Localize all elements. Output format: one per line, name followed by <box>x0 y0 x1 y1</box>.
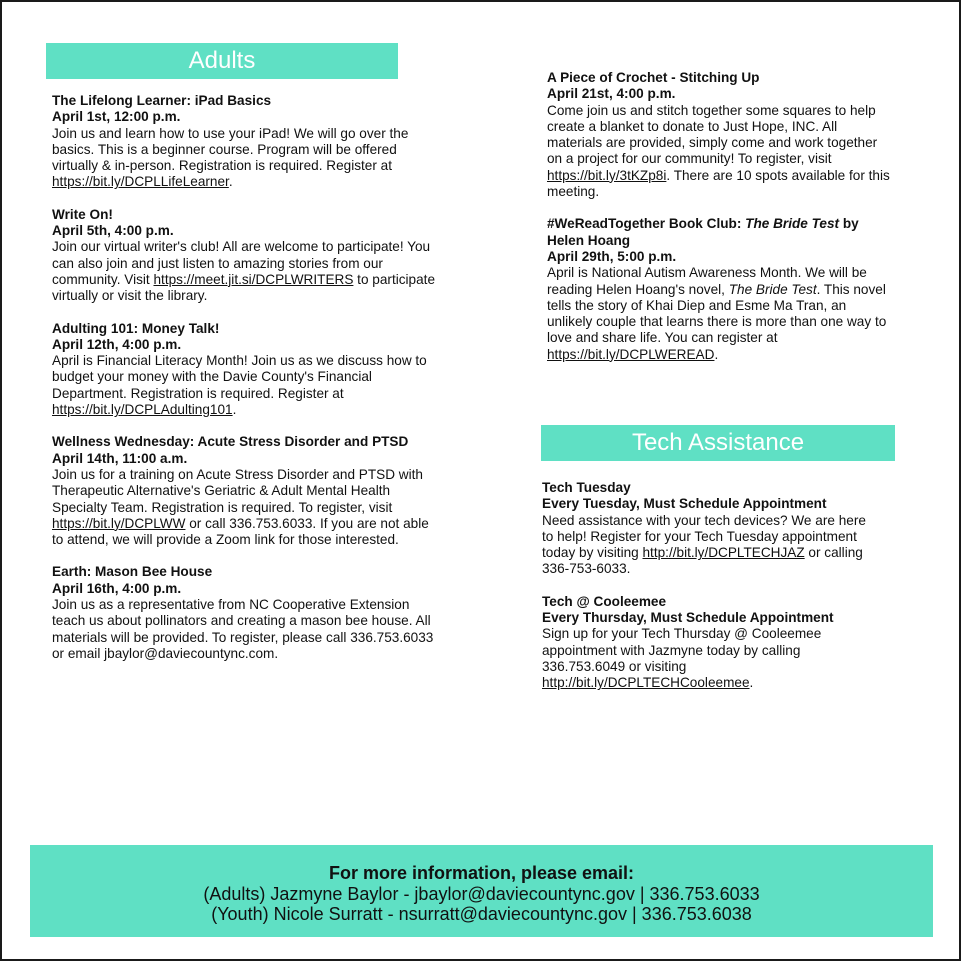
event-adulting-101 <box>52 321 440 419</box>
event-title: #WeReadTogether Book Club: The Bride Test by Helen Hoang <box>547 216 859 248</box>
event-wellness-wednesday <box>52 434 440 548</box>
event-title: A Piece of Crochet - Stitching Up <box>547 70 760 85</box>
event-description: Join our virtual writer's club! All are welcome to participate! You can also join and just listen to amazing stories from our community. Visit https://meet.jit.si/DCPLWRITERS to participate virtually or visit the library. <box>52 239 436 304</box>
event-title: Tech Tuesday <box>542 480 631 495</box>
event-title: Wellness Wednesday: Acute Stress Disorder and PTSD <box>52 434 409 450</box>
event-title: Adulting 101: Money Talk! <box>52 320 220 336</box>
registration-link[interactable]: https://bit.ly/DCPLWW <box>52 515 186 531</box>
event-description: April is National Autism Awareness Month. We will be reading Helen Hoang's novel, The Bride Test. This novel tells the story of Khai Diep and Esme Ma Tran, an unlikely couple that learns there is more than one way to love and share life. You can register at https://bit.ly/DCPLWEREAD. <box>547 265 887 362</box>
event-book-club <box>547 216 895 363</box>
event-time: April 14th, 11:00 a.m. <box>52 450 188 466</box>
event-title: Tech @ Cooleemee <box>542 593 667 609</box>
tech-column <box>542 480 872 708</box>
registration-link[interactable]: https://bit.ly/3tKZp8i <box>547 167 667 183</box>
event-time: April 12th, 4:00 p.m. <box>52 336 182 352</box>
tech-assistance-header: Tech Assistance <box>541 425 895 461</box>
event-description: Join us and learn how to use your iPad! We will go over the basics. This is a beginner course. Program will be offered virtually & in-person. Registration is required. Register at https://bit.ly/DCPLLifeLearner. <box>52 125 409 190</box>
registration-link[interactable]: https://bit.ly/DCPLLifeLearner <box>52 174 229 190</box>
event-time: April 1st, 12:00 p.m. <box>52 109 181 125</box>
event-description: Join us as a representative from NC Cooperative Extension teach us about pollinators and creating a mason bee house. All materials will be provided. To register, please call 336.753.6033 or email jbaylor@daviecountync.com. <box>52 597 434 661</box>
event-title: The Lifelong Learner: iPad Basics <box>52 93 272 108</box>
event-mason-bee-house <box>52 564 440 662</box>
event-time: Every Thursday, Must Schedule Appointment <box>542 610 834 626</box>
scheduling-link[interactable]: http://bit.ly/DCPLTECHCooleemee <box>542 675 750 691</box>
scheduling-link[interactable]: http://bit.ly/DCPLTECHJAZ <box>642 545 805 561</box>
event-description: April is Financial Literacy Month! Join us as we discuss how to budget your money with the Davie County's Financial Department. Registration is required. Register at https://bit.ly/DCPLAdulting101. <box>52 353 427 418</box>
registration-link[interactable]: https://bit.ly/DCPLWEREAD <box>547 346 715 362</box>
meeting-link[interactable]: https://meet.jit.si/DCPLWRITERS <box>153 271 354 287</box>
adults-header: Adults <box>46 43 398 79</box>
event-ipad-basics <box>52 93 440 191</box>
contact-footer <box>30 845 933 937</box>
event-time: April 5th, 4:00 p.m. <box>52 223 174 239</box>
event-time: April 29th, 5:00 p.m. <box>547 248 677 264</box>
event-time: April 16th, 4:00 p.m. <box>52 580 182 596</box>
footer-adults-contact: (Adults) Jazmyne Baylor - jbaylor@daviecountync.gov | 336.753.6033 <box>203 884 760 904</box>
event-time: April 21st, 4:00 p.m. <box>547 86 676 102</box>
event-title: Write On! <box>52 206 113 222</box>
event-description: Come join us and stitch together some squares to help create a blanket to donate to Just Hope, INC. All materials are provided, simply come and work together on a project for our community! To register, visit https://bit.ly/3tKZp8i. There are 10 spots available for this meeting. <box>547 102 890 200</box>
adults-column <box>52 93 440 678</box>
event-title: Earth: Mason Bee House <box>52 564 213 580</box>
event-crochet <box>547 70 895 200</box>
right-column <box>547 70 895 379</box>
event-time: Every Tuesday, Must Schedule Appointment <box>542 496 827 512</box>
event-write-on <box>52 207 440 305</box>
footer-heading: For more information, please email: <box>328 863 635 883</box>
footer-youth-contact: (Youth) Nicole Surratt - nsurratt@daviecountync.gov | 336.753.6038 <box>211 904 752 924</box>
event-description: Need assistance with your tech devices? We are here to help! Register for your Tech Tuesday appointment today by visiting http://bit.ly/DCPLTECHJAZ or calling 336-753-6033. <box>542 512 866 577</box>
event-tech-tuesday <box>542 480 872 578</box>
event-tech-cooleemee <box>542 594 872 692</box>
event-description: Sign up for your Tech Thursday @ Cooleemee appointment with Jazmyne today by calling 336.753.6049 or visiting http://bit.ly/DCPLTECHCooleemee. <box>542 626 822 691</box>
event-description: Join us for a training on Acute Stress Disorder and PTSD with Therapeutic Alternative's Geriatric & Adult Mental Health Specialty Team. Registration is required. To register, visit https://bit.ly/DCPLWW or call 336.753.6033. If you are not able to attend, we will provide a Zoom link for those interested. <box>52 466 429 548</box>
registration-link[interactable]: https://bit.ly/DCPLAdulting101 <box>52 402 233 418</box>
